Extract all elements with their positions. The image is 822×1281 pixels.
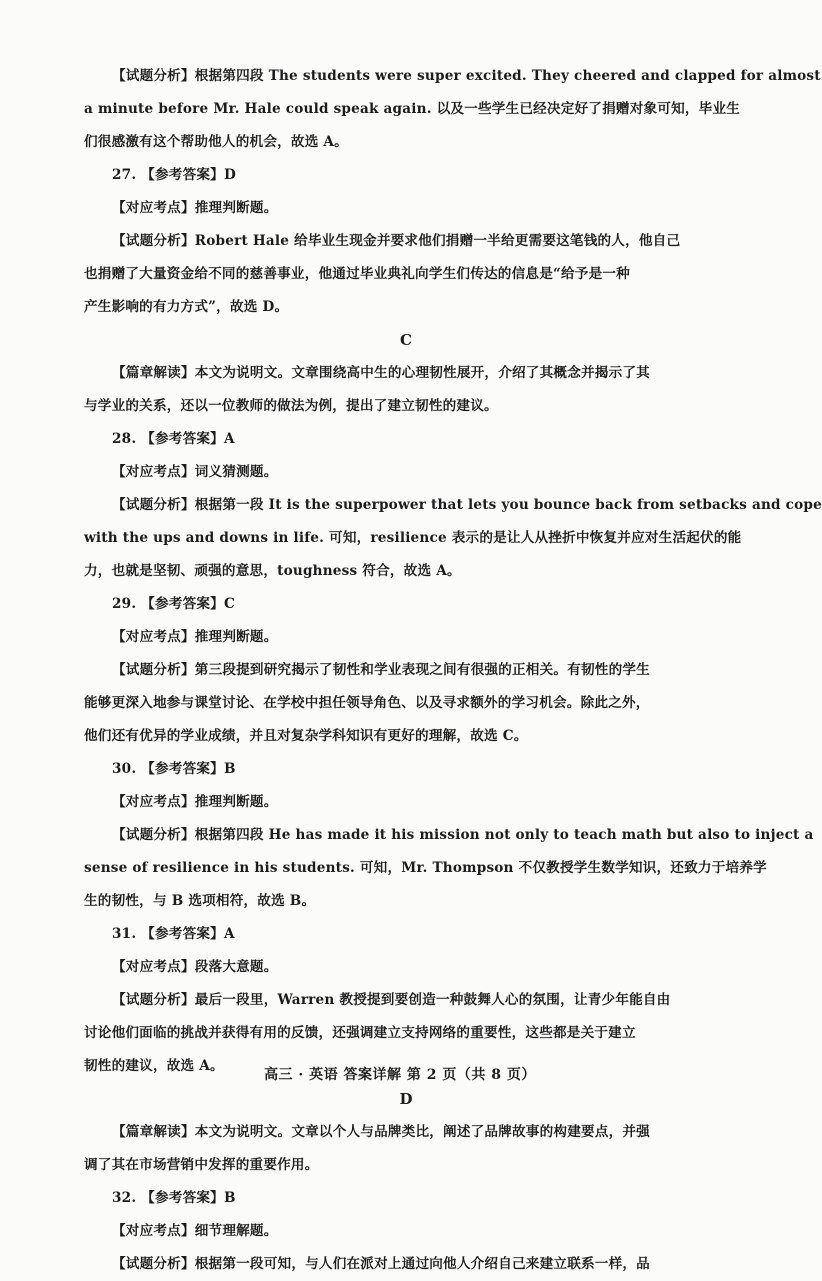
document-body [84, 60, 822, 1281]
text-line: 【试题分析】根据第四段 The students were super excited. They cheered and clapped for almost [112, 68, 821, 84]
text-line: 与学业的关系，还以一位教师的做法为例，提出了建立韧性的建议。 [84, 398, 498, 414]
text-line: 【试题分析】第三段提到研究揭示了韧性和学业表现之间有很强的正相关。有韧性的学生 [112, 662, 650, 678]
text-line: 【试题分析】最后一段里，Warren 教授提到要创造一种鼓舞人心的氛围，让青少年能自由 [112, 992, 671, 1008]
text-line: 生的韧性，与 B 选项相符，故选 B。 [84, 893, 316, 909]
text-line: 能够更深入地参与课堂讨论、在学校中担任领导角色、以及寻求额外的学习机会。除此之外， [84, 695, 650, 711]
section-heading: C [400, 331, 412, 349]
text-line: 【试题分析】根据第一段 It is the superpower that lets you bounce back from setbacks and cope [112, 497, 822, 513]
text-line: 【篇章解读】本文为说明文。文章围绕高中生的心理韧性展开，介绍了其概念并揭示了其 [112, 365, 650, 381]
text-line: 产生影响的有力方式”，故选 D。 [84, 299, 289, 315]
text-line: 31. 【参考答案】A [112, 926, 235, 942]
text-line: 【篇章解读】本文为说明文。文章以个人与品牌类比，阐述了品牌故事的构建要点，并强 [112, 1124, 650, 1140]
text-line: 【对应考点】细节理解题。 [112, 1223, 278, 1239]
text-line: 【试题分析】根据第四段 He has made it his mission not only to teach math but also to inject a [112, 827, 814, 843]
text-line: sense of resilience in his students. 可知，Mr. Thompson 不仅教授学生数学知识，还致力于培养学 [84, 860, 767, 876]
text-line: 讨论他们面临的挑战并获得有用的反馈，还强调建立支持网络的重要性，这些都是关于建立 [84, 1025, 636, 1041]
text-line: 【对应考点】推理判断题。 [112, 794, 278, 810]
text-line: a minute before Mr. Hale could speak again. 以及一些学生已经决定好了捐赠对象可知，毕业生 [84, 101, 741, 117]
page-footer: 高三 · 英语 答案详解 第 2 页（共 8 页） [264, 1067, 536, 1083]
text-line: 【试题分析】根据第一段可知，与人们在派对上通过向他人介绍自己来建立联系一样，品 [112, 1256, 650, 1272]
text-line: 28. 【参考答案】A [112, 431, 235, 447]
text-line: 力，也就是坚韧、顽强的意思，toughness 符合，故选 A。 [84, 563, 461, 579]
text-line: 29. 【参考答案】C [112, 596, 235, 612]
section-heading: D [399, 1090, 413, 1108]
text-line: 【对应考点】推理判断题。 [112, 629, 278, 645]
text-line: 【对应考点】段落大意题。 [112, 959, 278, 975]
text-line: 他们还有优异的学业成绩，并且对复杂学科知识有更好的理解，故选 C。 [84, 728, 528, 744]
text-line: 也捐赠了大量资金给不同的慈善事业，他通过毕业典礼向学生们传达的信息是“给予是一种 [84, 266, 630, 282]
text-line: 【对应考点】推理判断题。 [112, 200, 278, 216]
text-line: 调了其在市场营销中发挥的重要作用。 [84, 1157, 319, 1173]
text-line: 27. 【参考答案】D [112, 167, 236, 183]
text-line: 们很感激有这个帮助他人的机会，故选 A。 [84, 134, 348, 150]
text-line: 韧性的建议，故选 A。 [84, 1058, 224, 1074]
text-line: 【试题分析】Robert Hale 给毕业生现金并要求他们捐赠一半给更需要这笔钱的人，他自己 [112, 233, 681, 249]
text-line: 30. 【参考答案】B [112, 761, 236, 777]
text-line: with the ups and downs in life. 可知，resilience 表示的是让人从挫折中恢复并应对生活起伏的能 [84, 530, 742, 546]
text-line: 【对应考点】词义猜测题。 [112, 464, 278, 480]
text-line: 32. 【参考答案】B [112, 1190, 236, 1206]
